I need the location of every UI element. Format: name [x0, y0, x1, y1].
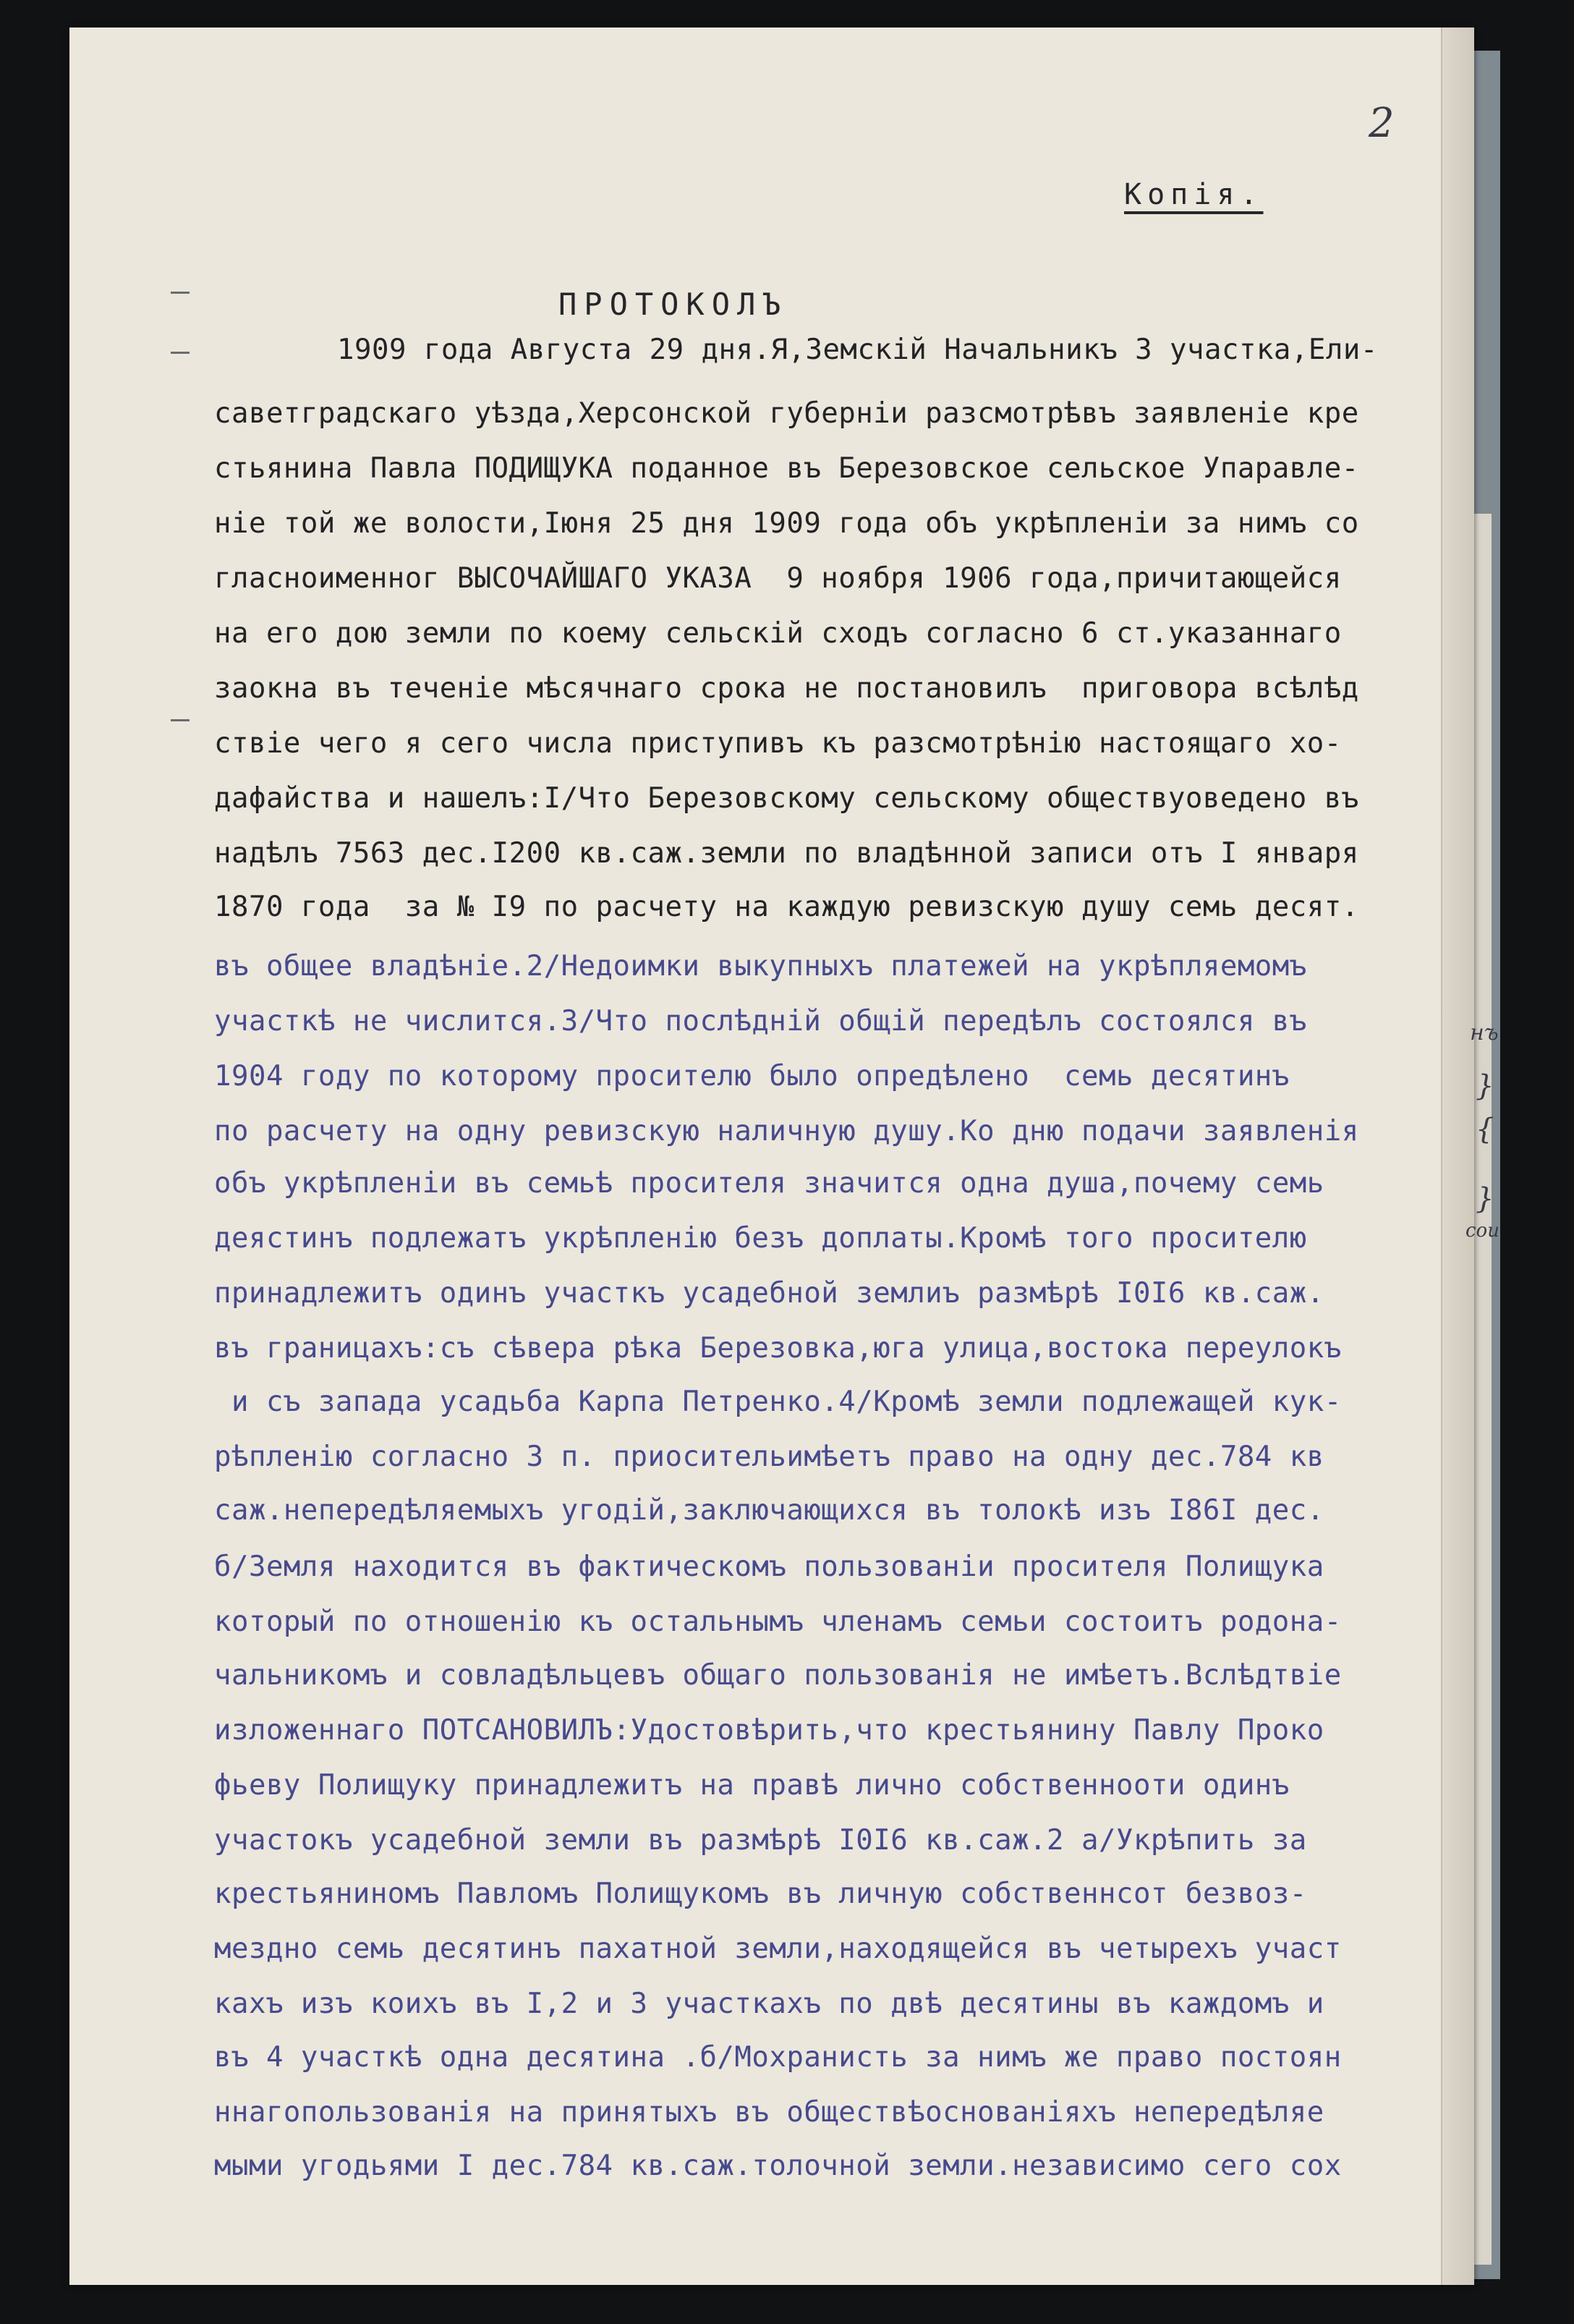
text-line: крестьяниномъ Павломъ Полищукомъ въ личную собственнсот безвоз- — [214, 1878, 1307, 1910]
text-line: въ общее владѣніе.2/Недоимки выкупныхъ платежей на укрѣпляемомъ — [214, 950, 1307, 983]
text-line: стьянина Павла ПОДИЩУКА поданное въ Березовское сельское Упаравле- — [214, 452, 1359, 485]
text-line: б/Земля находится въ фактическомъ пользованіи просителя Полищука — [214, 1551, 1324, 1583]
copy-label: Копія. — [1124, 178, 1264, 211]
text-line: дафайства и нашелъ:І/Что Березовскому сельскому обществуоведено въ — [214, 782, 1359, 815]
protocol-body — [69, 27, 1474, 2285]
edge-handwriting: сои — [1465, 1220, 1499, 1242]
text-line: объ укрѣпленіи въ семьѣ просителя значится одна душа,почему семь — [214, 1167, 1324, 1200]
text-line: 1904 году по которому просителю было опредѣлено семь десятинъ — [214, 1060, 1290, 1093]
text-line: мыми угодьями І дес.784 кв.саж.толочной земли.независимо сего сох — [214, 2150, 1342, 2182]
text-line: деястинъ подлежатъ укрѣпленію безъ доплаты.Кромѣ того просителю — [214, 1222, 1307, 1255]
text-line: фьеву Полищуку принадлежитъ на правѣ лично собственнооти одинъ — [214, 1769, 1290, 1802]
text-line: участокъ усадебной земли въ размѣрѣ І0І6 кв.саж.2 а/Укрѣпить за — [214, 1824, 1307, 1857]
text-line: заокна въ теченіе мѣсячнаго срока не постановилъ приговора всѣлѣд — [214, 672, 1359, 705]
text-line: чальникомъ и совладѣльцевъ общаго пользованія не имѣетъ.Вслѣдтвіе — [214, 1659, 1342, 1692]
text-line: въ 4 участкѣ одна десятина .б/Мохранисть за нимъ же право постоян — [214, 2041, 1342, 2074]
edge-handwriting: нъ — [1470, 1020, 1499, 1046]
text-line: гласноименног ВЫСОЧАЙШАГО УКАЗА 9 ноября 1906 года,причитающейся — [214, 562, 1342, 595]
text-line: кахъ изъ коихъ въ І,2 и 3 участкахъ по двѣ десятины въ каждомъ и — [214, 1988, 1324, 2020]
text-line: по расчету на одну ревизскую наличную душу.Ко дню подачи заявленія — [214, 1115, 1359, 1148]
text-line: 1870 года за № І9 по расчету на каждую ревизскую душу семь десят. — [214, 891, 1359, 923]
text-line: который по отношенію къ остальнымъ членамъ семьи состоитъ родона- — [214, 1606, 1342, 1638]
text-line: и съ запада усадьба Карпа Петренко.4/Кромѣ земли подлежащей кук- — [214, 1386, 1342, 1418]
text-line: рѣпленію согласно 3 п. приосительимѣетъ право на одну дес.784 кв — [214, 1441, 1324, 1473]
text-line: ствіе чего я сего числа приступивъ къ разсмотрѣнію настоящаго хо- — [214, 727, 1342, 760]
document-title: ПРОТОКОЛЪ — [558, 287, 788, 322]
text-line: ннагопользованія на принятыхъ въ обществѣоснованіяхъ непередѣляе — [214, 2096, 1324, 2129]
text-line: участкѣ не числится.3/Что послѣдній общій передѣлъ состоялся въ — [214, 1005, 1307, 1038]
text-line: саветградскаго уѣзда,Херсонской губерніи разсмотрѣвъ заявленіе кре — [214, 397, 1359, 430]
text-line: мездно семь десятинъ пахатной земли,находящейся въ четырехъ участ — [214, 1933, 1342, 1965]
edge-handwriting: } — [1476, 1069, 1494, 1103]
document-page — [69, 27, 1499, 2285]
text-line: на его дою земли по коему сельскій сходъ согласно 6 ст.указаннаго — [214, 617, 1342, 650]
text-line: принадлежитъ одинъ участкъ усадебной землиъ размѣрѣ І0І6 кв.саж. — [214, 1277, 1324, 1310]
page-number: 2 — [1369, 100, 1395, 147]
edge-handwriting: } — [1476, 1182, 1494, 1216]
text-line: 1909 года Августа 29 дня.Я,Земскій Начальникъ 3 участка,Ели- — [337, 334, 1378, 366]
text-line: въ границахъ:съ сѣвера рѣка Березовка,юга улица,востока переулокъ — [214, 1332, 1342, 1365]
edge-handwriting: { — [1476, 1113, 1494, 1146]
text-line: ніе той же волости,Іюня 25 дня 1909 года объ укрѣпленіи за нимъ со — [214, 507, 1359, 540]
text-line: изложеннаго ПОТСАНОВИЛЪ:Удостовѣрить,что крестьянину Павлу Проко — [214, 1714, 1324, 1747]
text-line: надѣлъ 7563 дес.І200 кв.саж.земли по владѣнной записи отъ І января — [214, 837, 1359, 870]
text-line: саж.непередѣляемыхъ угодій,заключающихся въ толокѣ изъ І86І дес. — [214, 1494, 1324, 1527]
